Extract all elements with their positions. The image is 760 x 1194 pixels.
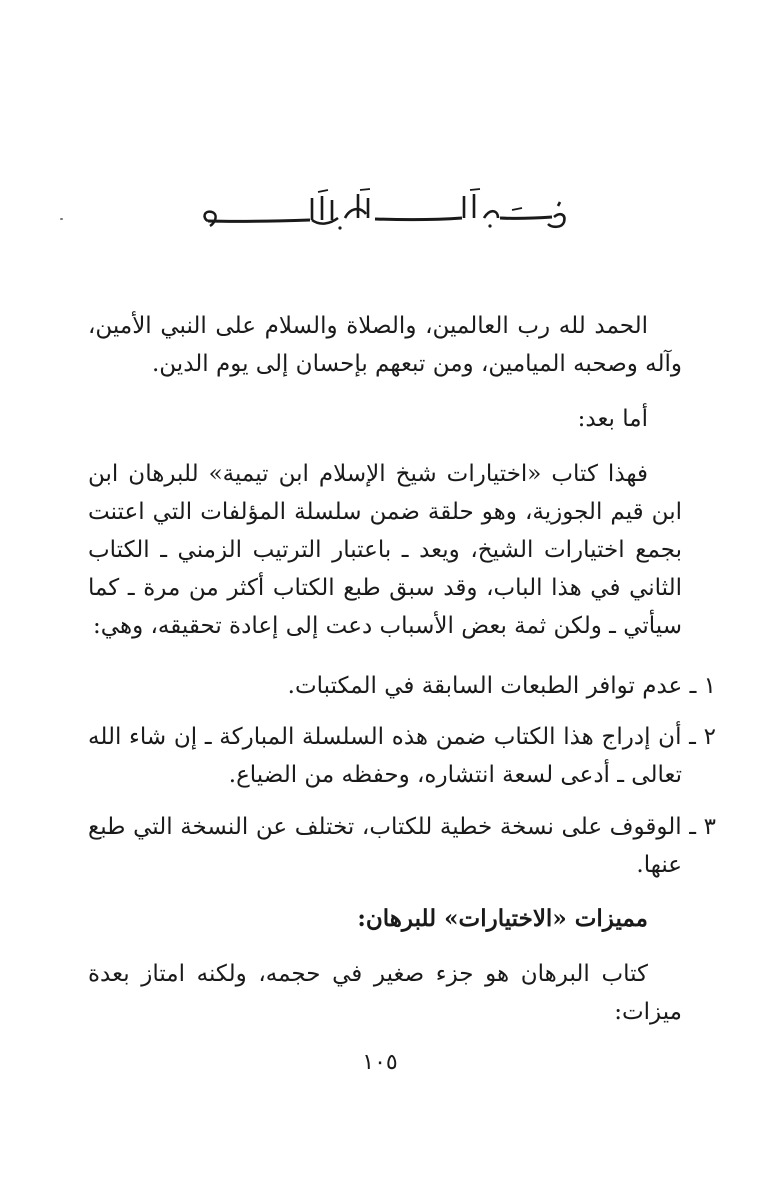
paragraph-features: كتاب البرهان هو جزء صغير في حجمه، ولكنه امتاز بعدة ميزات: — [88, 961, 682, 1025]
basmala-calligraphy — [200, 188, 570, 234]
basmala-calligraphy-icon — [200, 188, 570, 234]
page-number: ١٠٥ — [362, 1050, 398, 1075]
list-item-2: ٢ ـ أن إدراج هذا الكتاب ضمن هذه السلسلة المباركة ـ إن شاء الله تعالى ـ أدعى لسعة انتشاره، وحفظه من الضياع. — [88, 724, 716, 788]
paragraph-intro: فهذا كتاب «اختيارات شيخ الإسلام ابن تيمية» للبرهان ابن ابن قيم الجوزية، وهو حلقة ضمن سلسلة المؤلفات التي اعتنت بجمع اختيارات الشيخ، ويعد ـ باعتبار الترتيب الزمني ـ الكتاب الثاني في هذا الباب، وقد سبق طبع الكتاب أكثر من مرة ـ كما سيأتي ـ ولكن ثمة بعض الأسباب دعت إلى إعادة تحقيقه، وهي: — [88, 461, 682, 639]
scan-speck — [60, 218, 63, 220]
section-heading: مميزات «الاختيارات» للبرهان: — [357, 905, 648, 932]
paragraph-amma-baad: أما بعد: — [577, 406, 648, 432]
list-item-1: ١ ـ عدم توافر الطبعات السابقة في المكتبات. — [287, 673, 716, 699]
list-item-3: ٣ ـ الوقوف على نسخة خطية للكتاب، تختلف عن النسخة التي طبع عنها. — [88, 814, 716, 878]
paragraph-hamd: الحمد لله رب العالمين، والصلاة والسلام على النبي الأمين، وآله وصحبه الميامين، ومن تبعهم بإحسان إلى يوم الدين. — [88, 313, 682, 377]
